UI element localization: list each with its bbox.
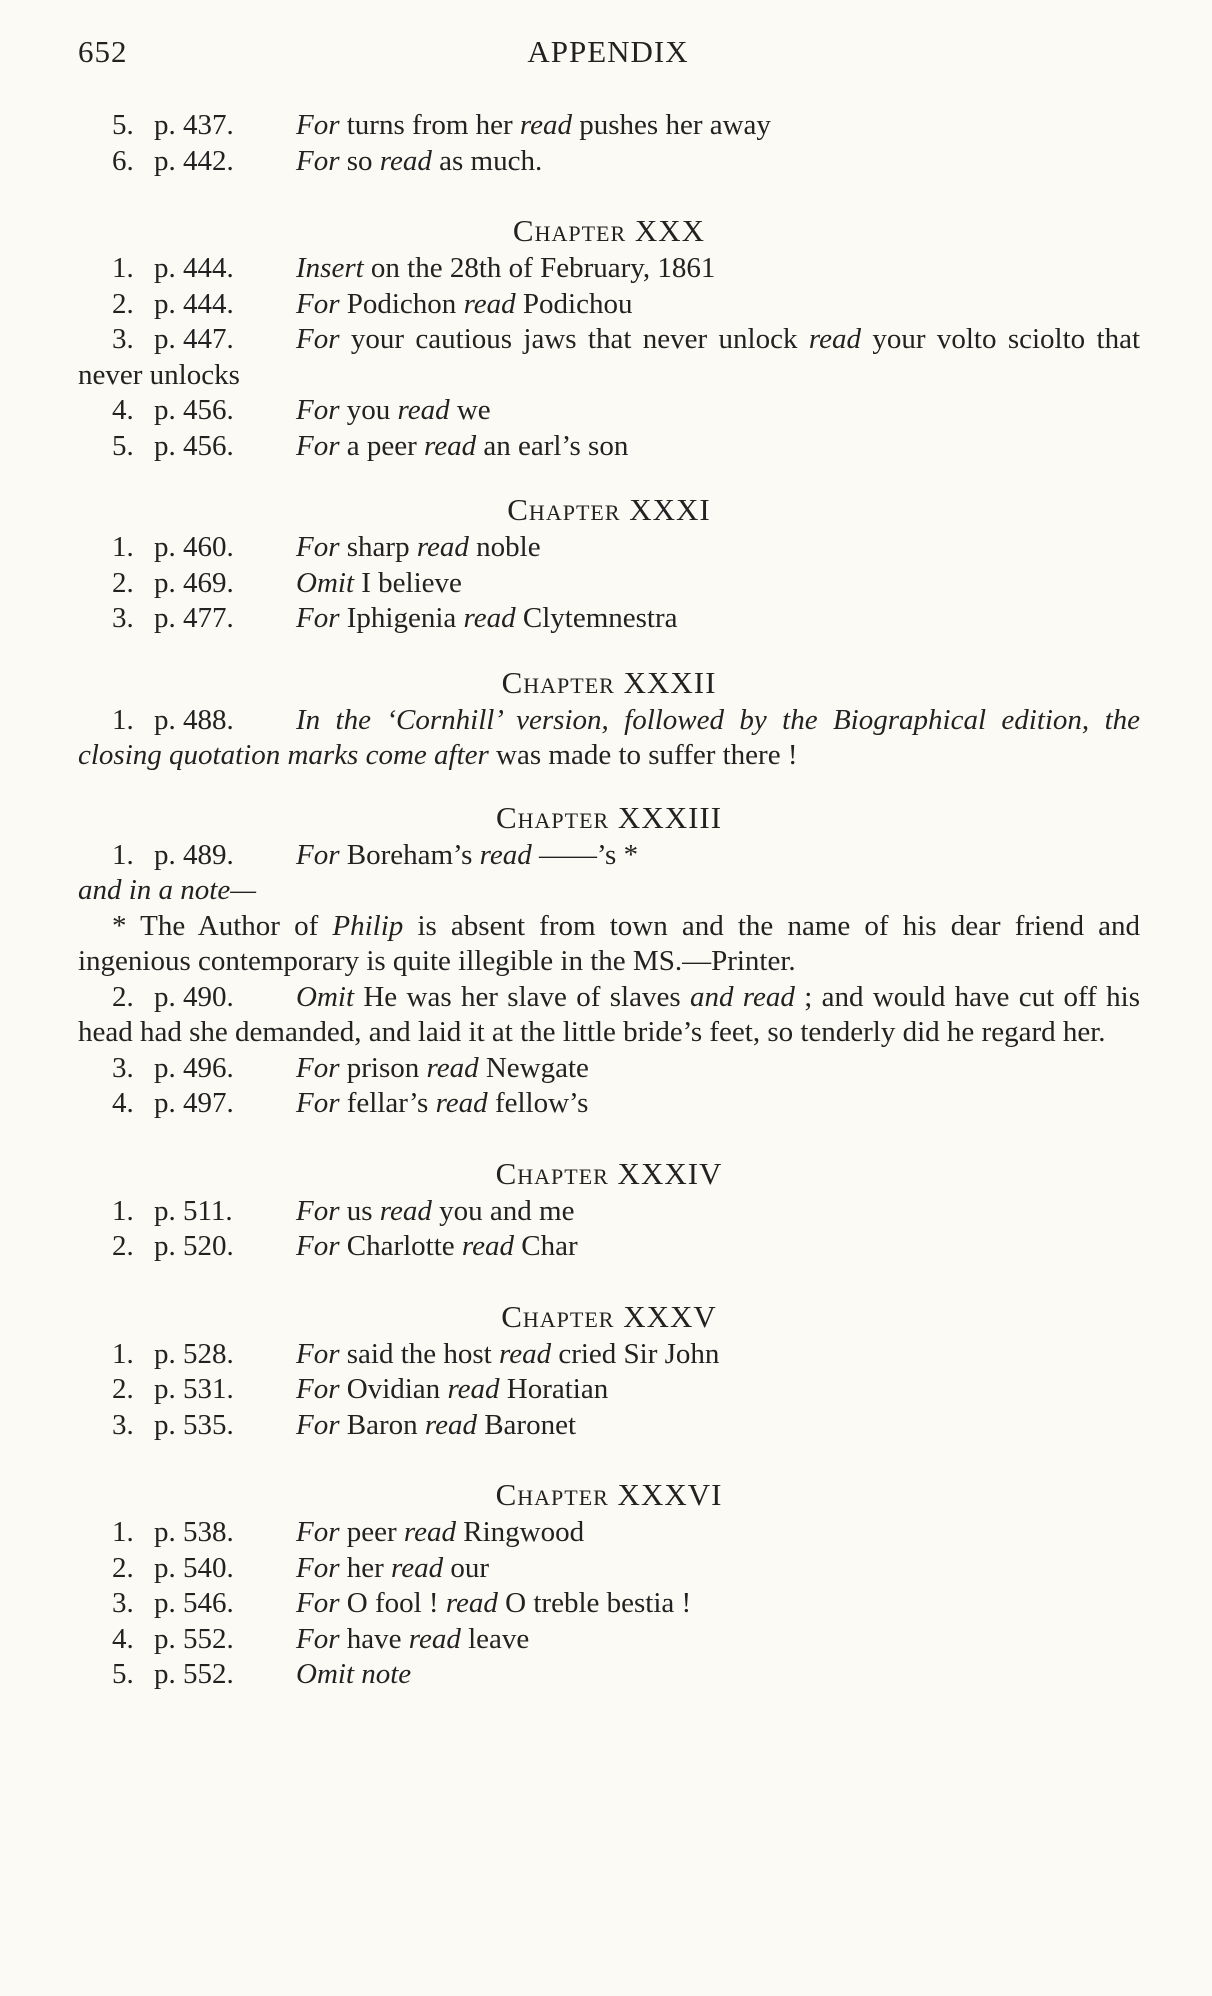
page-ref: p. 442.	[154, 144, 234, 177]
correction-entry: 1. p. 444. Insert on the 28th of February, 1861	[112, 252, 716, 284]
correction-entry: 3. p. 546. For O fool ! read O treble bestia !	[112, 1587, 692, 1619]
correction-entry: 1. p. 528. For said the host read cried Sir John	[112, 1337, 720, 1370]
correction-entry: 4. p. 497. For fellar’s read fellow’s	[112, 1087, 589, 1119]
correction-entry: 5. p. 552. Omit note	[112, 1658, 412, 1690]
correction-entry: 5. p. 437. For turns from her read pushes her away	[78, 108, 1140, 144]
correction-entry: 2. p. 469. Omit I believe	[112, 566, 462, 599]
correction-entry: 2. p. 444. For Podichon read Podichou	[112, 287, 633, 320]
correction-entry: 4. p. 552. For have read leave	[112, 1622, 530, 1655]
chapter-heading: Chapter XXXI	[507, 492, 711, 527]
correction-entry: 6. p. 442. For so read as much.	[78, 144, 1140, 180]
correction-entry: 3. p. 477. For Iphigenia read Clytemnestra	[112, 602, 678, 634]
chapter-heading: Chapter XXXII	[501, 664, 717, 700]
correction-entry: 1. p. 460. For sharp read noble	[112, 531, 541, 563]
correction-entry: 2. p. 520. For Charlotte read Char	[112, 1230, 578, 1262]
chapter-heading: Chapter XXXV	[501, 1298, 717, 1334]
correction-entry: 3. p. 447. For your cautious jaws that never unlock read your volto sciolto that never unlocks	[78, 323, 1141, 391]
correction-entry: 2. p. 540. For her read our	[112, 1551, 490, 1584]
printer-note: * The Author of Philip is absent from town and the name of his dear friend and ingenious contemporary is quite illegible in the MS.—Printer.	[78, 909, 1141, 977]
correction-entry: 1. p. 538. For peer read Ringwood	[112, 1516, 585, 1548]
correction-entry: 1. p. 511. For us read you and me	[112, 1194, 575, 1227]
correction-entry: 2. p. 490. Omit He was her slave of slaves and read ; and would have cut off his head had she demanded, and laid it at the little bride’s feet, so tenderly did he regard her.	[78, 980, 1140, 1048]
chapter-heading: Chapter XXXIII	[495, 799, 723, 835]
running-header	[78, 34, 1138, 74]
correction-entry: 4. p. 456. For you read we	[112, 394, 491, 426]
correction-entry: 1. p. 488. In the ‘Cornhill’ version, followed by the Biographical edition, the closing quotation marks come after was made to suffer there !	[78, 703, 1140, 771]
chapter-heading: Chapter XXX	[512, 213, 706, 248]
correction-entry: 3. p. 535. For Baron read Baronet	[112, 1408, 577, 1441]
correction-entry: 3. p. 496. For prison read Newgate	[112, 1051, 589, 1084]
page-body	[78, 108, 1140, 1693]
correction-entry: 1. p. 489. For Boreham’s read ——’s *	[112, 838, 639, 871]
correction-entry: 5. p. 456. For a peer read an earl’s son	[112, 429, 629, 462]
page-number: 652	[78, 34, 128, 69]
page-ref: p. 437.	[154, 109, 234, 141]
note-intro: and in a note—	[78, 874, 257, 906]
running-title: APPENDIX	[527, 34, 689, 69]
entry-number: 6.	[112, 144, 134, 177]
correction-entry: 2. p. 531. For Ovidian read Horatian	[112, 1373, 609, 1405]
chapter-heading: Chapter XXXVI	[495, 1477, 723, 1512]
chapter-heading: Chapter XXXIV	[495, 1155, 723, 1191]
entry-number: 5.	[112, 109, 134, 141]
